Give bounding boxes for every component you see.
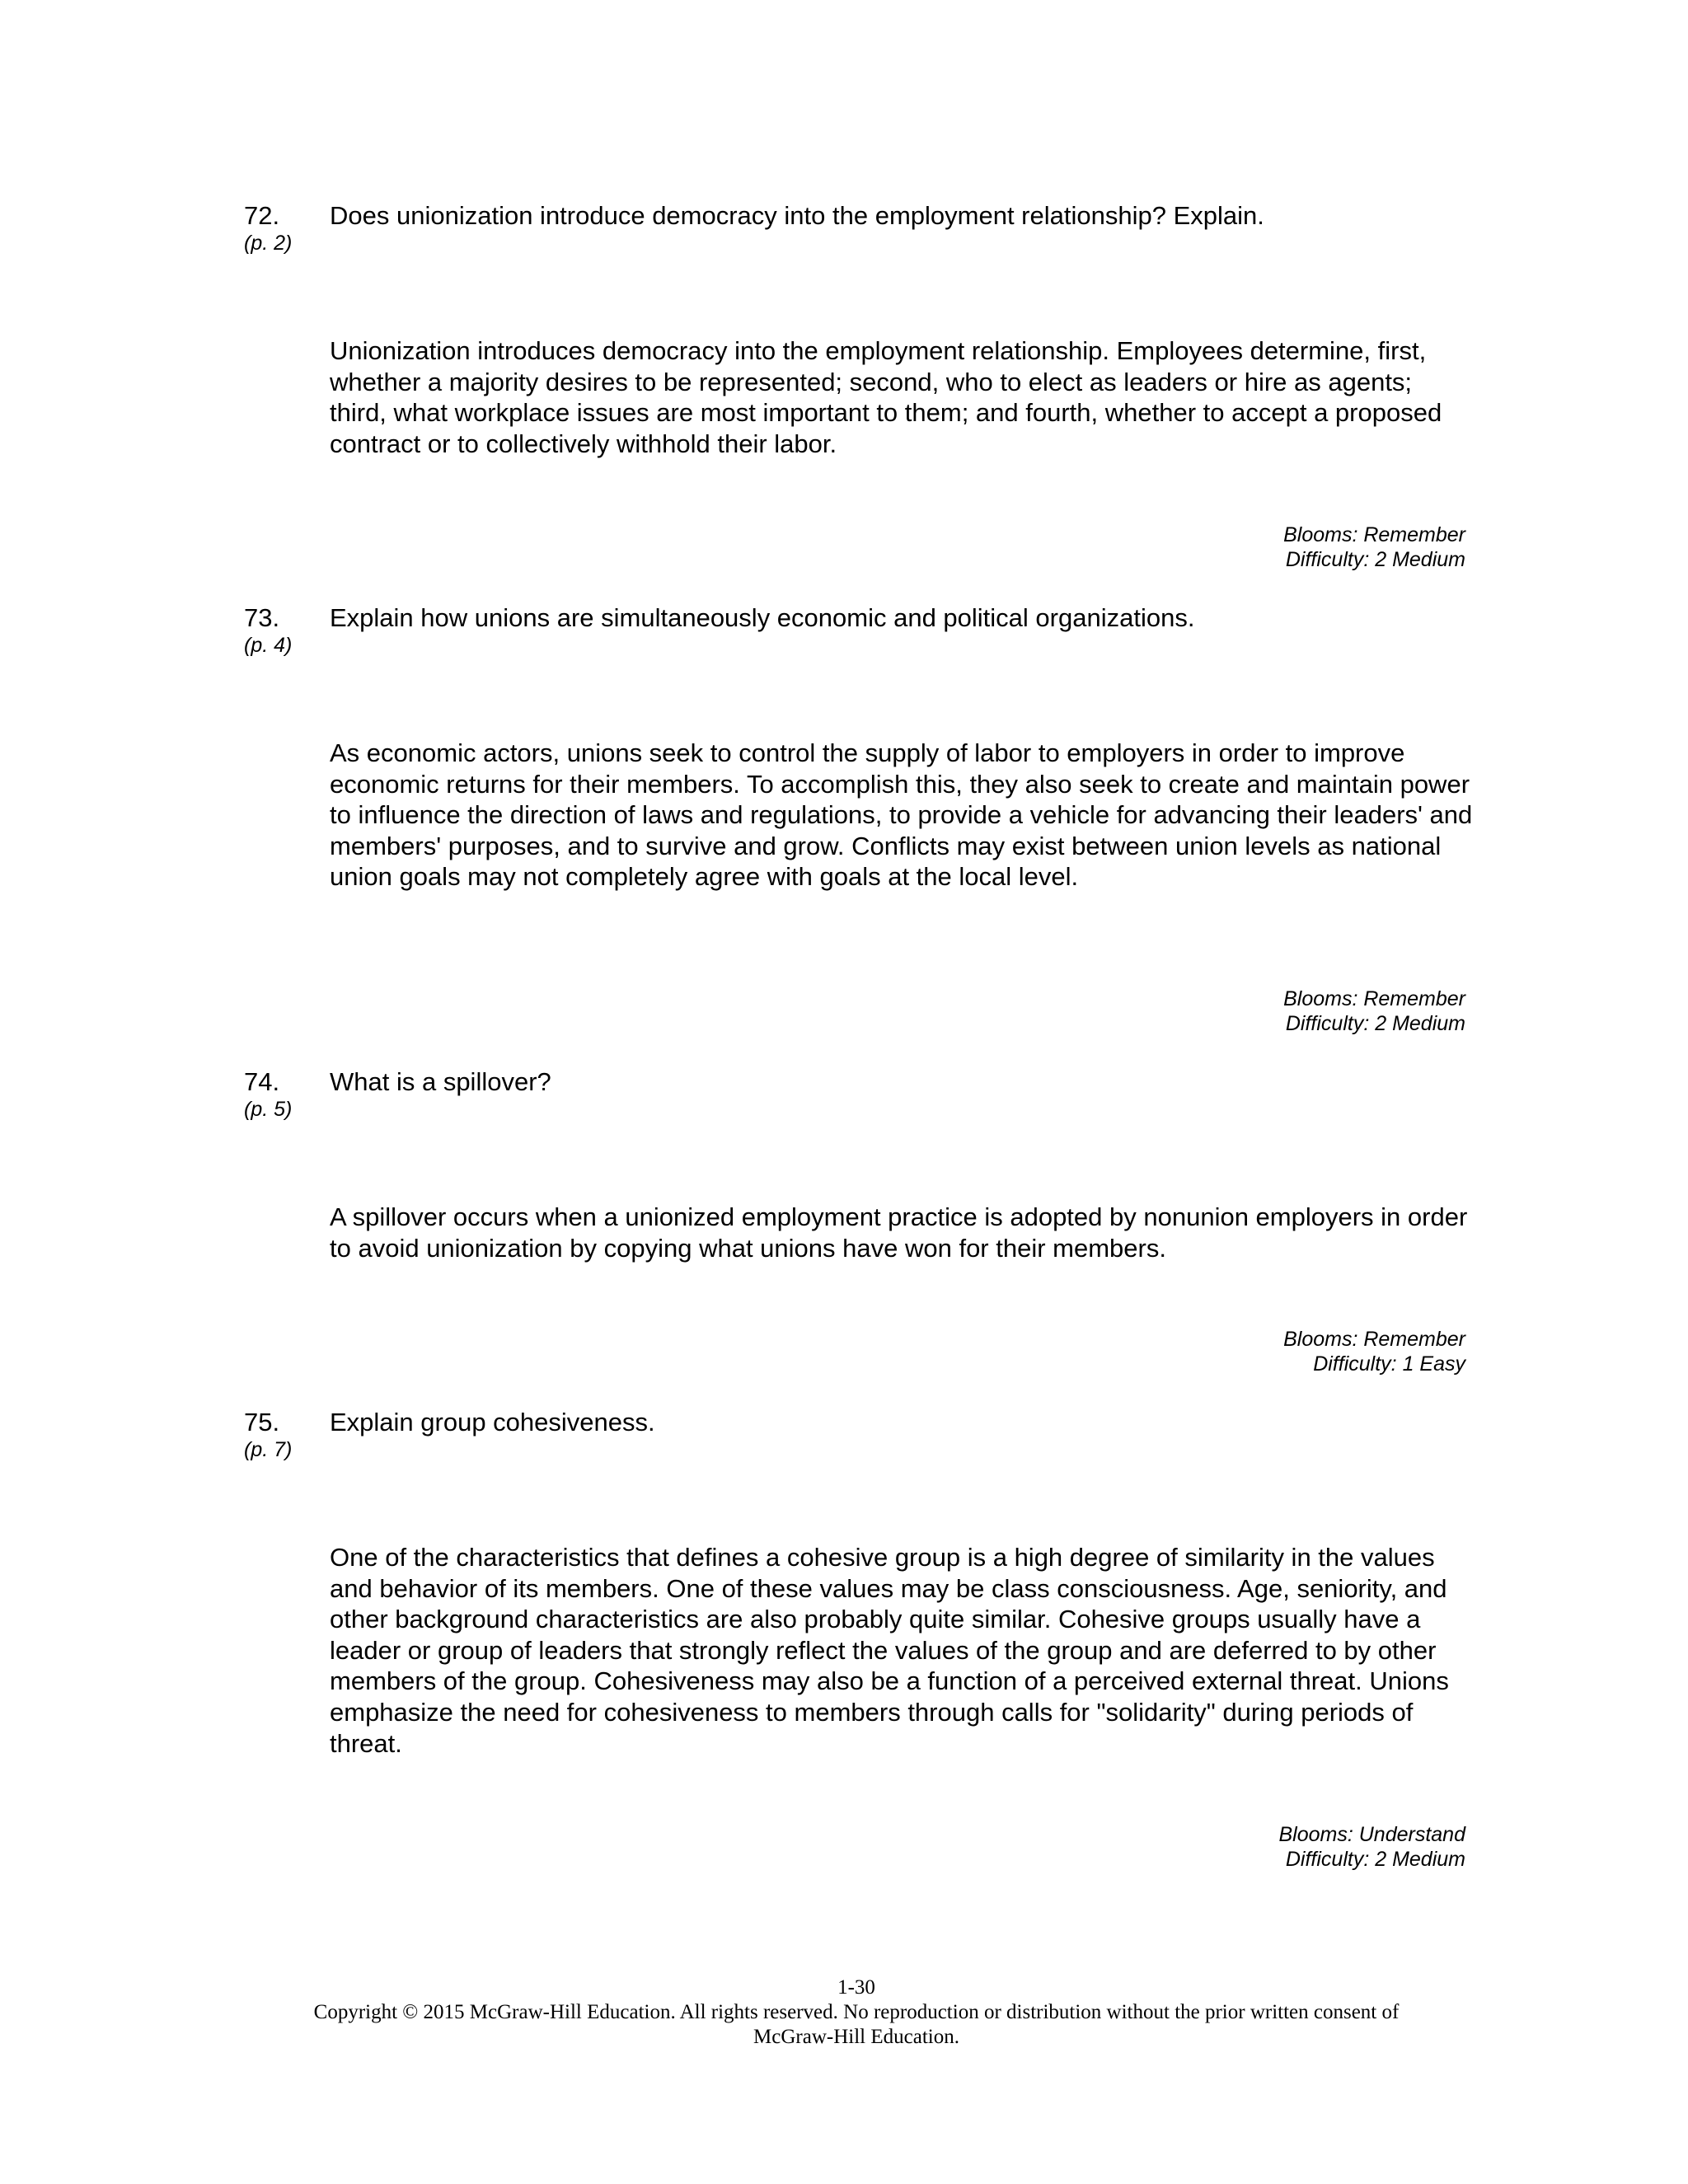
blooms-label: Blooms: Remember (1283, 523, 1465, 546)
blooms-label: Blooms: Understand (1278, 1823, 1465, 1846)
question-number: 75. (244, 1408, 280, 1436)
page-number: 1-30 (837, 1976, 875, 1999)
page-reference: (p. 5) (244, 1098, 293, 1121)
question-number: 72. (244, 201, 280, 230)
question-text: Does unionization introduce democracy into the employment relationship? Explain. (330, 201, 1264, 230)
blooms-label: Blooms: Remember (1283, 1328, 1465, 1351)
blooms-label: Blooms: Remember (1283, 987, 1465, 1010)
copyright-line: Copyright © 2015 McGraw-Hill Education. All rights reserved. No reproduction or distribution without the prior written consent of (313, 2001, 1400, 2023)
answer-text: A spillover occurs when a unionized employment practice is adopted by nonunion employers in order to avoid unionization by copying what unions have won for their members. (330, 1202, 1468, 1263)
answer-text: One of the characteristics that defines a cohesive group is a high degree of similarity in the values and behavior of its members. One of these values may be class consciousness. Age, seniority, and other background characteristics are also probably quite similar. Cohesive groups usually have a leader or group of leaders that strongly reflect the values of the group and are deferred to by other members of the group. Cohesiveness may also be a function of a perceived external threat. Unions emphasize the need for cohesiveness to members through calls for "solidarity" during periods of threat. (330, 1543, 1449, 1758)
question-text: Explain group cohesiveness. (330, 1408, 655, 1436)
difficulty-label: Difficulty: 2 Medium (1285, 1012, 1465, 1035)
answer-text: As economic actors, unions seek to control the supply of labor to employers in order to improve economic returns for their members. To accomplish this, they also seek to create and maintain power to influence the direction of laws and regulations, to provide a vehicle for advancing their leaders' and members' purposes, and to survive and grow. Conflicts may exist between union levels as national union goals may not completely agree with goals at the local level. (330, 738, 1473, 892)
difficulty-label: Difficulty: 2 Medium (1285, 1848, 1465, 1871)
difficulty-label: Difficulty: 2 Medium (1285, 548, 1465, 571)
copyright-line: McGraw-Hill Education. (753, 2026, 959, 2048)
difficulty-label: Difficulty: 1 Easy (1313, 1352, 1465, 1376)
answer-text: Unionization introduces democracy into the employment relationship. Employees determine, first, whether a majority desires to be represented; second, who to elect as leaders or hire as agents; third, what workplace issues are most important to them; and fourth, whether to accept a proposed contract or to collectively withhold their labor. (330, 336, 1442, 458)
question-number: 74. (244, 1067, 280, 1096)
page-reference: (p. 7) (244, 1438, 293, 1461)
page-reference: (p. 4) (244, 634, 293, 657)
question-text: Explain how unions are simultaneously economic and political organizations. (330, 603, 1195, 632)
question-text: What is a spillover? (330, 1067, 551, 1096)
question-number: 73. (244, 603, 280, 632)
page-reference: (p. 2) (244, 232, 293, 255)
